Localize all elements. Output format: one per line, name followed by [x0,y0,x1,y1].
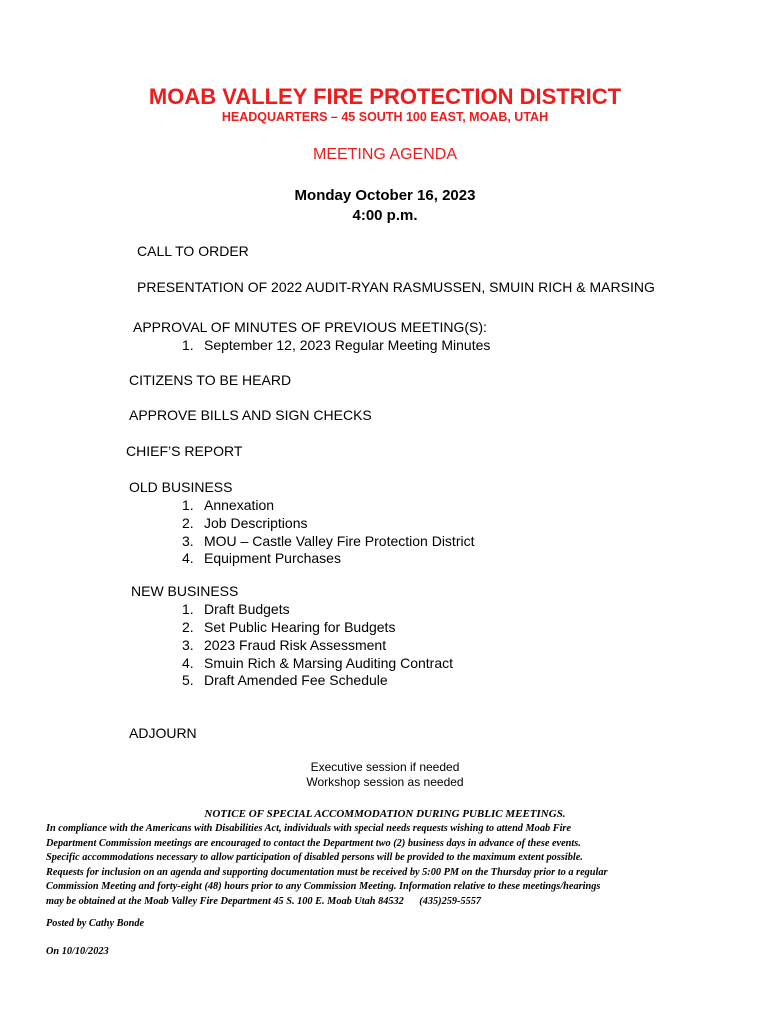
executive-session-note: Executive session if needed [310,760,460,774]
call-to-order: CALL TO ORDER [137,243,249,259]
workshop-session-note: Workshop session as needed [306,775,464,789]
list-item: 2. Set Public Hearing for Budgets [182,619,396,635]
meeting-date [0,186,770,226]
session-notes [0,760,770,790]
list-item: 1. Annexation [182,497,275,513]
notice-line: Commission Meeting and forty-eight (48) hours prior to any Commission Meeting. Information relative to these meetings/hearings [46,881,601,893]
notice-line: Specific accommodations necessary to allow participation of disabled persons will be provided to the maximum extent possible. [46,852,583,864]
list-number: 1. [182,337,194,353]
audit-presentation: PRESENTATION OF 2022 AUDIT-RYAN RASMUSSEN, SMUIN RICH & MARSING [137,279,655,295]
posted-on: On 10/10/2023 [46,946,109,957]
approval-of-minutes-heading: APPROVAL OF MINUTES OF PREVIOUS MEETING(S): [133,319,487,335]
list-item: 1. September 12, 2023 Regular Meeting Minutes [182,337,491,353]
chiefs-report: CHIEF’S REPORT [126,443,243,459]
accommodation-notice [46,822,736,910]
list-item: 2. Job Descriptions [182,515,308,531]
headquarters-address: HEADQUARTERS – 45 SOUTH 100 EAST, MOAB, UTAH [221,110,549,124]
adjourn: ADJOURN [129,725,197,741]
meeting-agenda-label: MEETING AGENDA [312,146,458,163]
meeting-time: 4:00 p.m. [352,207,418,224]
notice-line: Department Commission meetings are encouraged to contact the Department two (2) business days in advance of these events. [46,837,581,849]
old-business-heading: OLD BUSINESS [129,479,233,495]
approve-bills: APPROVE BILLS AND SIGN CHECKS [129,407,372,423]
accommodation-notice-heading: NOTICE OF SPECIAL ACCOMMODATION DURING PUBLIC MEETINGS. [204,808,566,820]
posted-by: Posted by Cathy Bonde [46,918,145,929]
new-business-heading: NEW BUSINESS [131,583,239,599]
list-item: 3. MOU – Castle Valley Fire Protection District [182,533,475,549]
citizens-to-be-heard: CITIZENS TO BE HEARD [129,372,292,388]
notice-line: Requests for inclusion on an agenda and supporting documentation must be received by 5:00 PM on the Thursday prior to a regular [46,866,608,878]
list-item: 4. Equipment Purchases [182,550,341,566]
meeting-day: Monday October 16, 2023 [294,187,476,204]
list-item: 3. 2023 Fraud Risk Assessment [182,637,387,653]
list-item: 4. Smuin Rich & Marsing Auditing Contract [182,655,453,671]
notice-line: may be obtained at the Moab Valley Fire Department 45 S. 100 E. Moab Utah 84532 (435)259-5557 [46,895,482,907]
list-item: 5. Draft Amended Fee Schedule [182,672,388,688]
notice-line: In compliance with the Americans with Disabilities Act, individuals with special needs requests wishing to attend Moab Fire [46,823,572,834]
list-item: 1. Draft Budgets [182,601,290,617]
district-title: MOAB VALLEY FIRE PROTECTION DISTRICT [148,84,622,109]
